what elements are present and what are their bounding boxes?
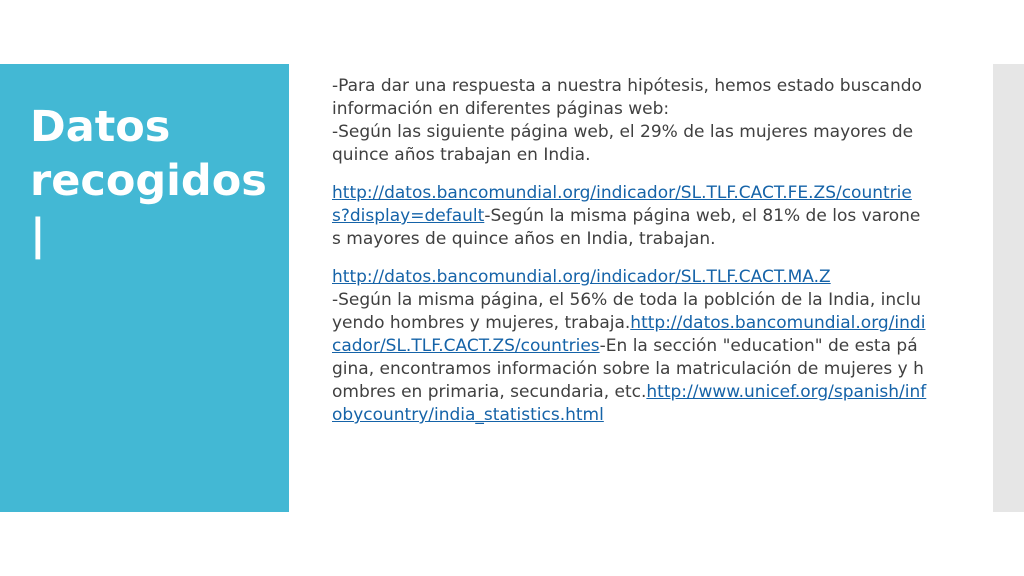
body-text: -Según las siguiente página web, el 29% de las mujeres mayores de quince años trabajan en India. (332, 122, 914, 165)
content-paragraph (332, 75, 928, 167)
content-paragraph (332, 182, 928, 251)
source-link[interactable]: http://datos.bancomundial.org/indicador/SL.TLF.CACT.ZS/countries (332, 313, 926, 356)
title-panel (0, 64, 289, 512)
body-text: -Para dar una respuesta a nuestra hipótesis, hemos estado buscando información en diferentes páginas web: (332, 76, 922, 119)
content-paragraph (332, 266, 928, 427)
body-text: -Según la misma página web, el 81% de los varones mayores de quince años en India, trabajan. (332, 206, 921, 249)
slide-title (30, 100, 280, 262)
slide-title-text: Datos recogidos (30, 102, 267, 206)
source-link[interactable]: http://datos.bancomundial.org/indicador/SL.TLF.CACT.MA.Z (332, 267, 831, 287)
source-link[interactable]: http://www.unicef.org/spanish/infobycountry/india_statistics.html (332, 382, 927, 425)
slide-content (332, 75, 928, 427)
source-link[interactable]: http://datos.bancomundial.org/indicador/SL.TLF.CACT.FE.ZS/countries?display=default (332, 183, 912, 226)
title-cursor: | (30, 210, 46, 260)
right-edge-bar (993, 64, 1024, 512)
body-text: -Según la misma página, el 56% de toda la poblción de la India, incluyendo hombres y mujeres, trabaja. (332, 290, 921, 333)
body-text: -En la sección "education" de esta página, encontramos información sobre la matriculación de mujeres y hombres en primaria, secundaria, etc. (332, 336, 924, 402)
